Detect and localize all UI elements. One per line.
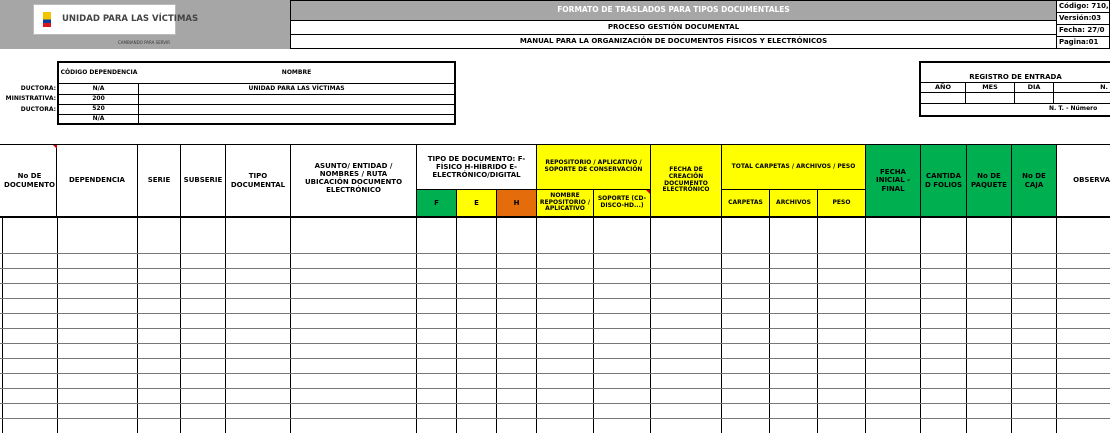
header-no-paquete: No DE PAQUETE (967, 145, 1012, 216)
header-dependencia: DEPENDENCIA (57, 145, 138, 216)
registro-col-n: N. (1100, 82, 1108, 91)
dep-row-label-2: MINISTRATIVA: (5, 95, 56, 102)
doc-code: Código: 710, (1056, 0, 1110, 13)
header-subserie: SUBSERIE (181, 145, 226, 216)
header-cantidad-folios: CANTIDA D FOLIOS (921, 145, 967, 216)
header-tipo-h: H (497, 190, 537, 216)
col-codigo-header: CÓDIGO DEPENDENCIA (60, 68, 138, 76)
dep-row-1-nombre: UNIDAD PARA LAS VÍCTIMAS (248, 84, 345, 92)
nt-numero-label: N. T. - Número (1049, 105, 1098, 112)
comment-indicator (646, 190, 650, 194)
header-tipo-documental: TIPO DOCUMENTAL (226, 145, 291, 216)
header-repositorio-group: REPOSITORIO / APLICATIVO / SOPORTE DE CONSERVACIÓN (537, 145, 651, 190)
header-observaciones: OBSERVA (1073, 176, 1110, 185)
logo-title: UNIDAD PARA LAS VÍCTIMAS (62, 14, 199, 24)
colombia-flag-icon (43, 12, 51, 27)
dep-row-3-codigo: 520 (92, 105, 105, 113)
doc-date: Fecha: 27/0 (1056, 24, 1110, 37)
header-asunto: ASUNTO/ ENTIDAD / NOMBRES / RUTA UBICACIÓN DOCUMENTO ELECTRÓNICO (291, 145, 417, 216)
registro-title: REGISTRO DE ENTRADA (969, 72, 1062, 81)
header-total-group: TOTAL CARPETAS / ARCHIVOS / PESO (722, 145, 866, 190)
manual-title: MANUAL PARA LA ORGANIZACIÓN DE DOCUMENTOS FÍSICOS Y ELECTRÓNICOS (290, 34, 1057, 49)
header-fecha-inicial-final: FECHA INICIAL - FINAL (866, 145, 921, 216)
registro-col-dia: DIA (1027, 82, 1041, 91)
col-nombre-header: NOMBRE (281, 68, 312, 76)
dep-row-1-codigo: N/A (92, 84, 105, 92)
dep-row-label-3: DUCTORA: (20, 106, 56, 113)
doc-page: Pagina:01 (1056, 36, 1110, 49)
header-peso: PESO (818, 190, 866, 216)
header-no-documento: No DE DOCUMENTO (3, 145, 57, 216)
registro-col-ano: AÑO (935, 82, 951, 91)
header-tipo-f: F (417, 190, 457, 216)
header-archivos: ARCHIVOS (770, 190, 818, 216)
header-fecha-creacion: FECHA DE CREACIÓN DOCUMENTO ELECTRÓNICO (651, 145, 722, 216)
header-tipo-documento-group: TIPO DE DOCUMENTO: F- FÍSICO H-HÍBRIDO E- ELECTRÓNICO/DIGITAL (417, 145, 537, 190)
header-carpetas: CARPETAS (722, 190, 770, 216)
header-nombre-repositorio: NOMBRE REPOSITORIO / APLICATIVO (537, 190, 594, 216)
registro-col-mes: MES (982, 82, 998, 91)
form-title: FORMATO DE TRASLADOS PARA TIPOS DOCUMENTALES (290, 0, 1057, 21)
dep-row-label-1: DUCTORA: (20, 85, 56, 92)
header-no-caja: No DE CAJA (1012, 145, 1057, 216)
dep-row-4-codigo: N/A (92, 115, 105, 123)
process-title: PROCESO GESTIÓN DOCUMENTAL (290, 20, 1057, 35)
dep-row-4-nombre (139, 115, 454, 124)
dep-row-3-nombre (139, 105, 454, 114)
header-tipo-e: E (457, 190, 497, 216)
dep-row-2-codigo: 200 (92, 95, 105, 103)
dep-row-2-nombre (139, 95, 454, 104)
doc-version: Versión:03 (1056, 12, 1110, 25)
header-serie: SERIE (138, 145, 181, 216)
logo-subtitle: CAMBIANDO PARA SERVIR (118, 40, 170, 45)
header-soporte: SOPORTE (CD-DISCO-HD...) (594, 190, 651, 216)
logo (33, 4, 199, 35)
